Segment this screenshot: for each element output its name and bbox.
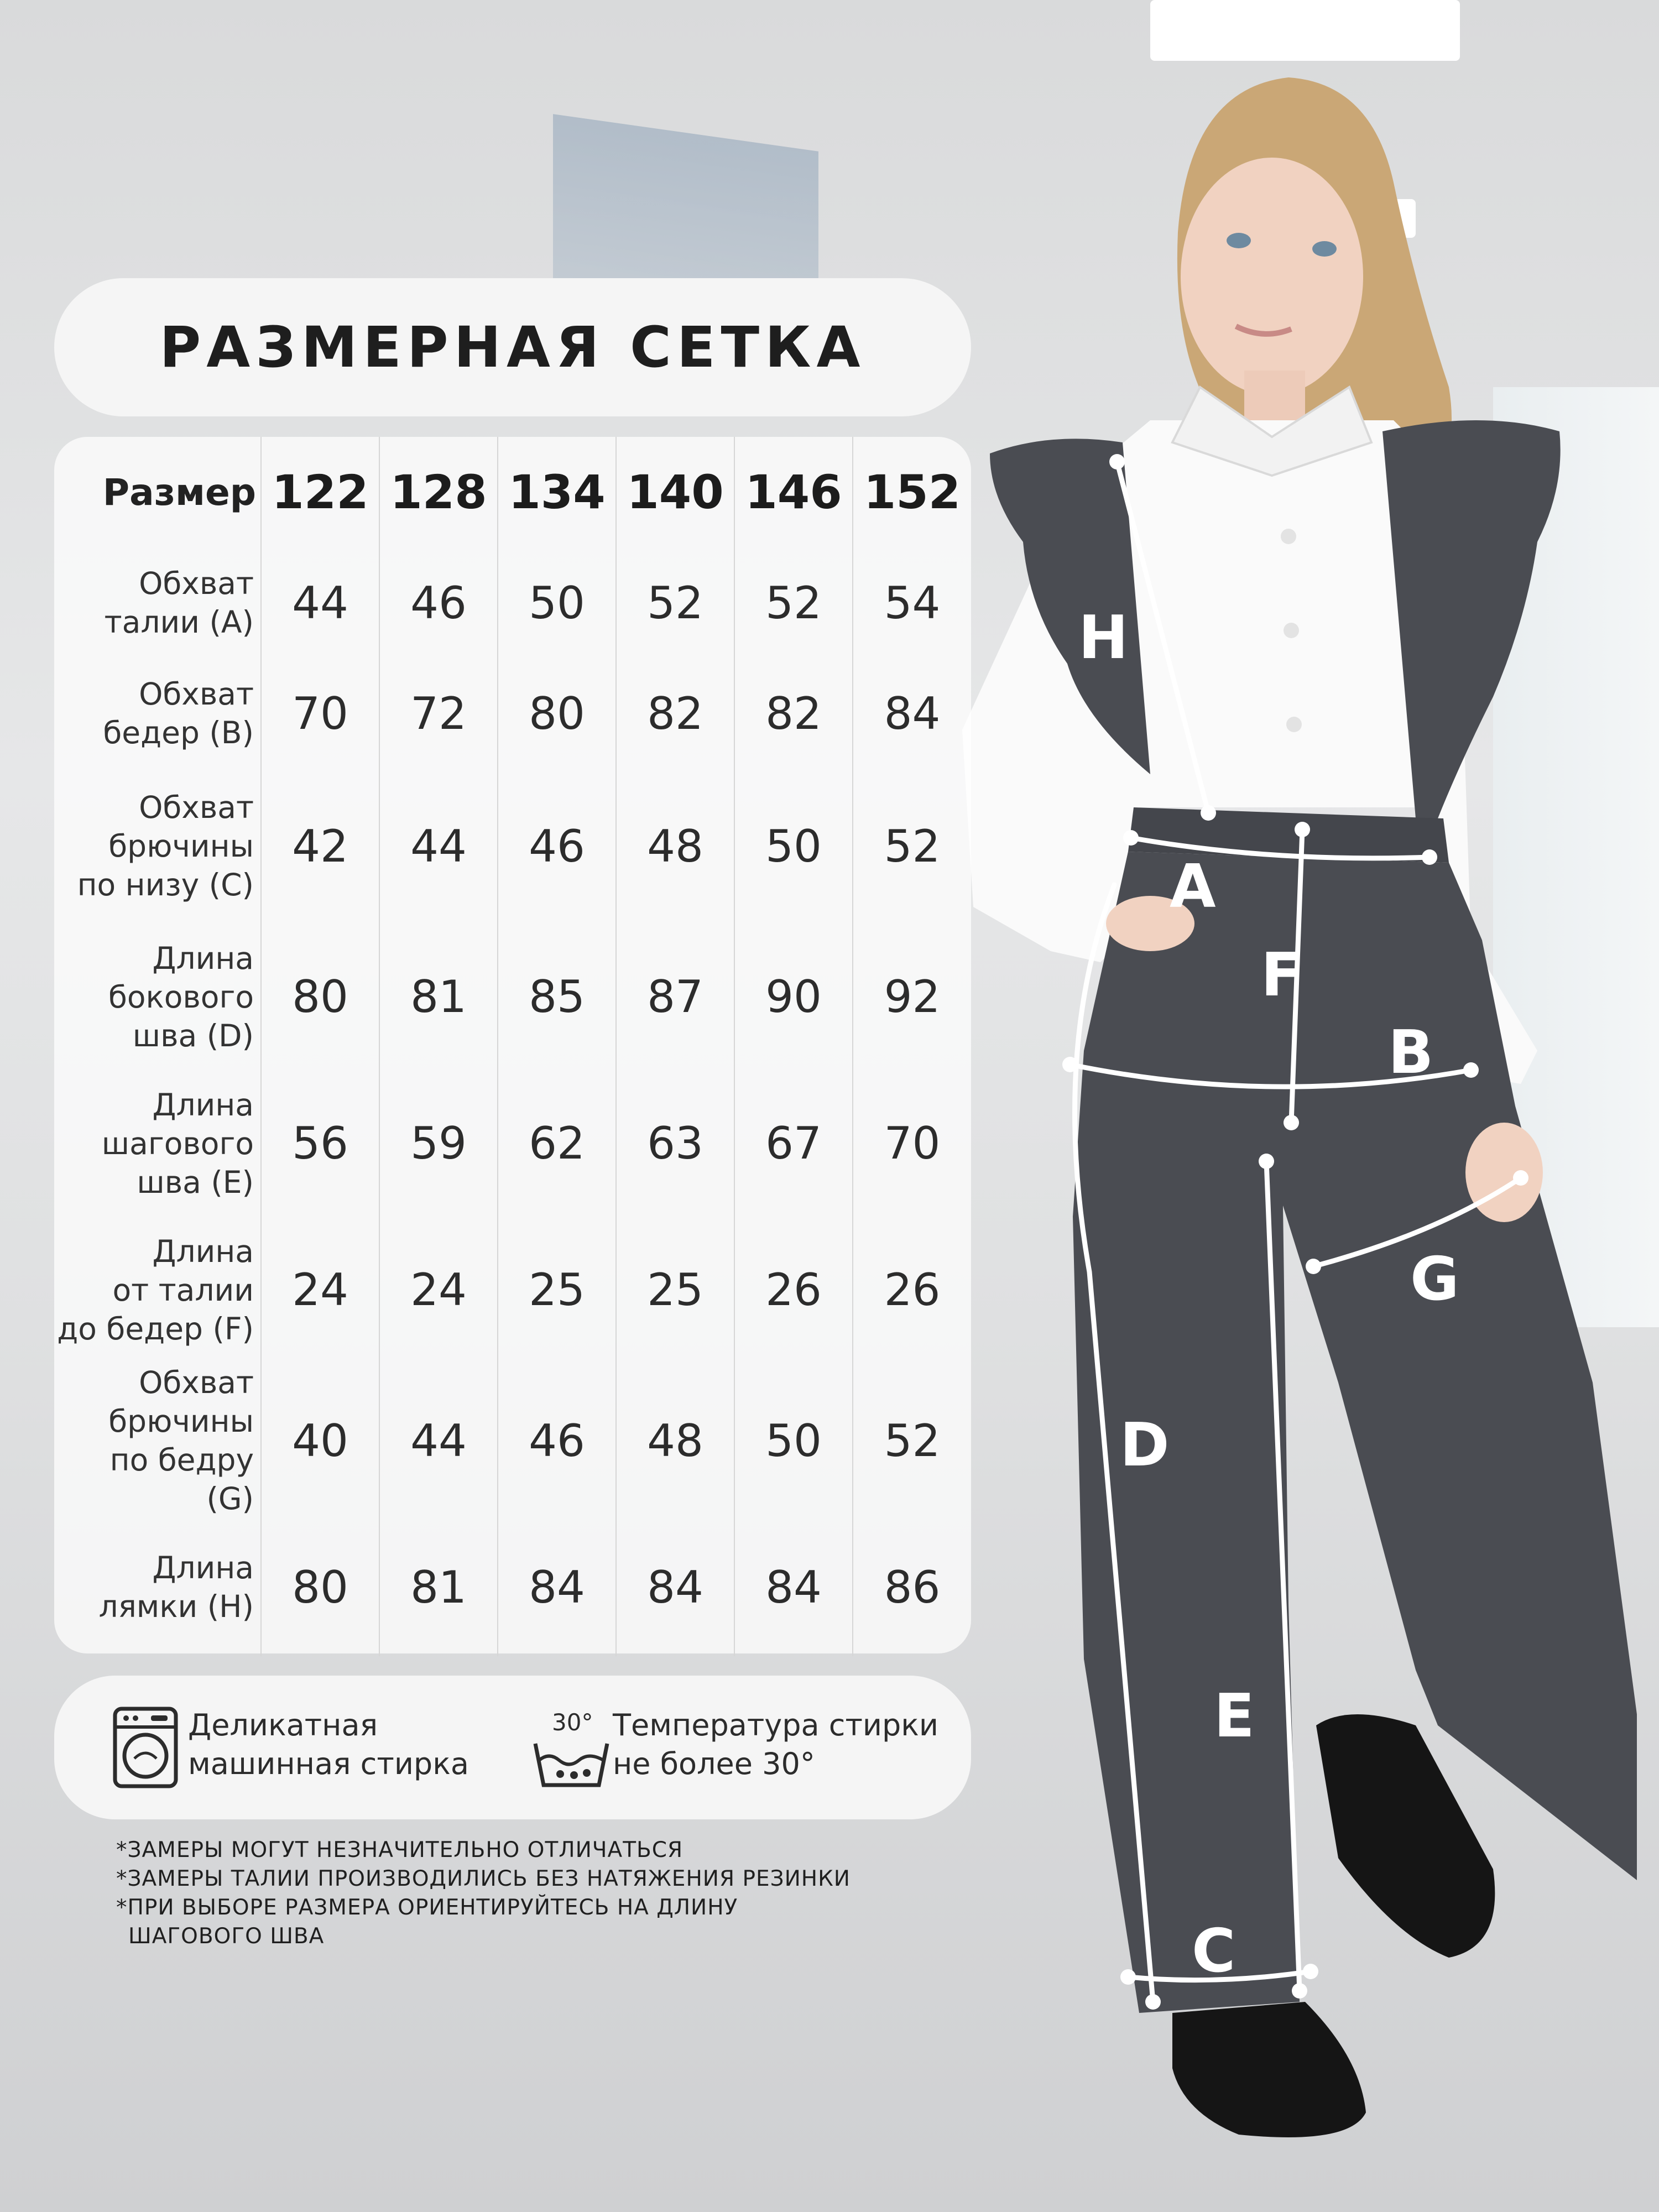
table-cell: 82 (734, 658, 853, 769)
table-cell: 92 (853, 924, 971, 1070)
table-row (54, 1518, 971, 1656)
table-cell: 42 (261, 769, 379, 924)
table-cell: 40 (261, 1363, 379, 1518)
shoe (1316, 1714, 1495, 1958)
table-cell: 46 (498, 1363, 616, 1518)
table-cell: 26 (853, 1217, 971, 1363)
row-label: Обхват брючины по низу (C) (77, 790, 254, 902)
size-header: 134 (498, 437, 616, 547)
measure-label-c: C (1192, 1917, 1236, 1986)
table-cell: 46 (498, 769, 616, 924)
care-instructions (54, 1676, 971, 1819)
footnote: ШАГОВОГО ШВА (128, 1924, 325, 1949)
footnote: *ЗАМЕРЫ МОГУТ НЕЗНАЧИТЕЛЬНО ОТЛИЧАТЬСЯ (116, 1838, 684, 1863)
footnote: *ПРИ ВЫБОРЕ РАЗМЕРА ОРИЕНТИРУЙТЕСЬ НА ДЛИНУ (116, 1895, 738, 1920)
table-row (54, 769, 971, 924)
footnotes (116, 1836, 946, 1951)
table-cell: 72 (379, 658, 498, 769)
eye (1227, 233, 1251, 248)
table-cell: 85 (498, 924, 616, 1070)
row-label: Обхват талии (A) (104, 566, 254, 640)
table-cell: 25 (498, 1217, 616, 1363)
size-table-card (54, 437, 971, 1653)
table-cell: 48 (616, 769, 734, 924)
table-row (54, 547, 971, 658)
row-label: Длина бокового шва (D) (108, 940, 254, 1053)
row-label: Длина лямки (H) (98, 1550, 254, 1624)
wash-line-2: машинная стирка (188, 1746, 469, 1781)
table-cell: 52 (853, 769, 971, 924)
temp-line-1: Температура стирки (613, 1708, 939, 1743)
table-cell: 25 (616, 1217, 734, 1363)
measure-label-b: B (1388, 1018, 1434, 1087)
neck (1244, 371, 1305, 420)
face (1181, 158, 1363, 395)
table-cell: 84 (853, 658, 971, 769)
page-title: РАЗМЕРНАЯ СЕТКА (159, 314, 866, 380)
wash-instruction (188, 1706, 469, 1783)
table-header-row (54, 437, 971, 547)
washing-machine-icon (112, 1706, 179, 1789)
table-cell: 67 (734, 1070, 853, 1217)
table-row (54, 1363, 971, 1518)
table-cell: 63 (616, 1070, 734, 1217)
size-header-label: Размер (102, 471, 256, 514)
table-cell: 62 (498, 1070, 616, 1217)
table-cell: 81 (379, 924, 498, 1070)
title-banner (54, 278, 971, 416)
table-cell: 44 (261, 547, 379, 658)
table-cell: 50 (734, 1363, 853, 1518)
table-cell: 52 (853, 1363, 971, 1518)
size-table (54, 437, 971, 1656)
table-cell: 24 (261, 1217, 379, 1363)
table-cell: 50 (498, 547, 616, 658)
table-cell: 52 (616, 547, 734, 658)
measure-label-g: G (1410, 1245, 1459, 1314)
table-cell: 80 (261, 924, 379, 1070)
table-row (54, 658, 971, 769)
wash-temperature-icon (533, 1741, 610, 1791)
table-cell: 90 (734, 924, 853, 1070)
table-cell: 82 (616, 658, 734, 769)
footnote: *ЗАМЕРЫ ТАЛИИ ПРОИЗВОДИЛИСЬ БЕЗ НАТЯЖЕНИЯ РЕЗИНКИ (116, 1866, 851, 1891)
table-cell: 54 (853, 547, 971, 658)
table-row (54, 1217, 971, 1363)
table-cell: 84 (498, 1518, 616, 1656)
table-cell: 44 (379, 769, 498, 924)
table-cell: 59 (379, 1070, 498, 1217)
table-cell: 50 (734, 769, 853, 924)
table-cell: 80 (498, 658, 616, 769)
table-cell: 52 (734, 547, 853, 658)
size-header: 122 (261, 437, 379, 547)
measure-label-h: H (1078, 603, 1129, 672)
row-label: Длина от талии до бедер (F) (57, 1233, 254, 1347)
table-cell: 44 (379, 1363, 498, 1518)
table-cell: 26 (734, 1217, 853, 1363)
hand (1465, 1123, 1543, 1222)
table-cell: 81 (379, 1518, 498, 1656)
row-label: Обхват бедер (B) (103, 676, 254, 750)
shirt-button (1284, 623, 1299, 638)
table-cell: 70 (261, 658, 379, 769)
size-header: 140 (616, 437, 734, 547)
measure-label-f: F (1261, 941, 1302, 1010)
row-label: Обхват брючины по бедру (G) (108, 1365, 254, 1516)
table-cell: 24 (379, 1217, 498, 1363)
measure-label-d: D (1120, 1411, 1170, 1480)
shoe (1172, 2002, 1366, 2137)
size-header: 146 (734, 437, 853, 547)
table-cell: 80 (261, 1518, 379, 1656)
table-row (54, 1070, 971, 1217)
table-cell: 86 (853, 1518, 971, 1656)
wash-line-1: Деликатная (188, 1708, 378, 1743)
shirt-button (1281, 529, 1296, 544)
row-label: Длина шагового шва (E) (101, 1087, 254, 1200)
table-cell: 48 (616, 1363, 734, 1518)
measure-label-e: E (1214, 1682, 1255, 1751)
temperature-instruction (613, 1706, 938, 1783)
shirt-button (1286, 717, 1302, 732)
table-row (54, 924, 971, 1070)
table-cell: 84 (734, 1518, 853, 1656)
table-cell: 87 (616, 924, 734, 1070)
table-cell: 70 (853, 1070, 971, 1217)
size-header: 152 (853, 437, 971, 547)
size-header: 128 (379, 437, 498, 547)
table-cell: 84 (616, 1518, 734, 1656)
temp-line-2: не более 30° (613, 1746, 815, 1781)
table-cell: 46 (379, 547, 498, 658)
table-cell: 56 (261, 1070, 379, 1217)
temperature-badge: 30° (552, 1709, 593, 1736)
measure-label-a: A (1170, 852, 1216, 921)
eye (1312, 241, 1337, 257)
